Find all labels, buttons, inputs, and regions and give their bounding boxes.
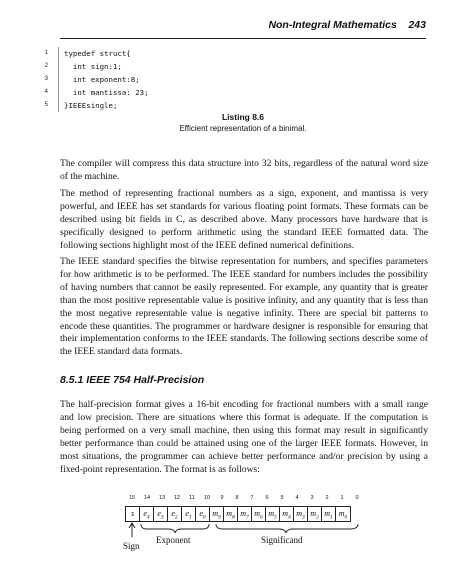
significand-brace bbox=[216, 524, 358, 533]
code-line bbox=[38, 47, 426, 60]
bit-cell: $e_1$ bbox=[182, 507, 196, 521]
bit-number: 9 bbox=[220, 495, 224, 501]
section-heading: 8.5.1 IEEE 754 Half-Precision bbox=[60, 374, 205, 386]
header-title bbox=[268, 19, 426, 31]
bit-cell: s bbox=[126, 507, 140, 521]
code-line bbox=[38, 99, 426, 112]
bit-cell: $m_7$ bbox=[238, 507, 252, 521]
code-line bbox=[38, 86, 426, 99]
significand-label: Significand bbox=[261, 535, 303, 545]
code-gutter-line bbox=[58, 47, 59, 112]
bit-number: 5 bbox=[280, 495, 284, 501]
bit-cell: $m_6$ bbox=[252, 507, 266, 521]
bit-number: 2 bbox=[325, 495, 329, 501]
code-text: int exponent:8; bbox=[64, 75, 140, 84]
bit-numbers bbox=[125, 495, 365, 505]
code-text: int mantissa: 23; bbox=[64, 88, 149, 97]
bit-number: 14 bbox=[143, 495, 151, 501]
exponent-label: Exponent bbox=[156, 535, 191, 545]
paragraph: The half-precision format gives a 16-bit encoding for fractional numbers with a small range and low precision. There are situations where this format is adequate. If the computation is being performed on a very small machine, then using this format may result in significantly better performance than could be attained using one of the larger IEEE formats. However, in most situations, the programmer can achieve better performance and/or precision by using a fixed-point representation. The format is as follows: bbox=[60, 399, 428, 475]
bit-number: 11 bbox=[189, 495, 195, 501]
code-text: }IEEEsingle; bbox=[64, 101, 118, 110]
bit-cell: $m_2$ bbox=[308, 507, 322, 521]
bit-cell: $e_4$ bbox=[140, 507, 154, 521]
page-number: 243 bbox=[408, 19, 426, 31]
sign-label: Sign bbox=[123, 541, 140, 551]
line-number: 4 bbox=[44, 89, 48, 95]
code-line bbox=[38, 73, 426, 86]
listing-caption-text: Efficient representation of a binimal. bbox=[179, 124, 307, 133]
bit-cell: $m_0$ bbox=[338, 509, 348, 521]
bit-number: 10 bbox=[203, 495, 211, 501]
brace-and-arrow-graphics bbox=[125, 521, 365, 571]
bit-cell: $e_2$ bbox=[168, 507, 182, 521]
bit-cell: $m_9$ bbox=[210, 507, 224, 521]
line-number: 2 bbox=[44, 63, 48, 69]
bit-number: 15 bbox=[128, 495, 136, 501]
line-number: 1 bbox=[44, 50, 48, 56]
code-text: typedef struct{ bbox=[64, 49, 131, 58]
bit-cell: $m_8$ bbox=[224, 507, 238, 521]
paragraph: The IEEE standard specifies the bitwise representation for numbers, and specifies parameters for how arithmetic is to be performed. The IEEE standard for numbers includes the possibility of having numbers that cannot be easily represented. For example, any quantity that is greater than the most positive representable value is positive infinity, and any quantity that is less than the most negative representable value is negative infinity. There are special bit patterns to encode these quantities. The programmer or hardware designer is responsible for ensuring that their implementation conforms to the IEEE standards. The following sections describe some of the IEEE standard data formats. bbox=[60, 256, 428, 358]
bit-cell: $e_0$ bbox=[196, 507, 210, 521]
code-text: int sign:1; bbox=[64, 62, 122, 71]
bit-number: 7 bbox=[250, 495, 254, 501]
bit-cells bbox=[125, 506, 351, 522]
header-title-text: Non-Integral Mathematics bbox=[268, 19, 397, 31]
sign-arrow bbox=[129, 523, 135, 537]
line-number: 3 bbox=[44, 76, 48, 82]
code-listing bbox=[38, 47, 426, 112]
bit-number: 4 bbox=[295, 495, 299, 501]
code-line bbox=[38, 60, 426, 73]
listing-caption-title: Listing 8.6 bbox=[221, 112, 265, 122]
bit-number: 13 bbox=[158, 495, 166, 501]
bit-number: 3 bbox=[310, 495, 314, 501]
paragraph: The method of representing fractional numbers as a sign, exponent, and mantissa is very powerful, and IEEE has set standards for various floating point formats. These formats can be described using bit fields in C, as described above. Many processors have hardware that is specifically designed to perform arithmetic using the standard IEEE formatted data. The following sections highlight most of the IEEE defined numerical definitions. bbox=[60, 188, 428, 251]
bit-cell: $m_1$ bbox=[322, 507, 336, 521]
bit-number: 6 bbox=[265, 495, 269, 501]
bit-number: 12 bbox=[173, 495, 181, 501]
running-header bbox=[60, 0, 426, 39]
line-number: 5 bbox=[44, 102, 48, 108]
bit-number: 8 bbox=[235, 495, 239, 501]
exponent-brace bbox=[141, 524, 209, 533]
bit-cell: $m_4$ bbox=[280, 507, 294, 521]
half-precision-bit-diagram bbox=[125, 495, 365, 575]
bit-cell: $e_3$ bbox=[154, 507, 168, 521]
bit-cell: $m_5$ bbox=[266, 507, 280, 521]
bit-number: 1 bbox=[340, 495, 344, 501]
paragraph: The compiler will compress this data structure into 32 bits, regardless of the natural word size of the machine. bbox=[60, 158, 428, 182]
bit-cell: $m_3$ bbox=[294, 507, 308, 521]
bit-number: 0 bbox=[355, 495, 359, 501]
